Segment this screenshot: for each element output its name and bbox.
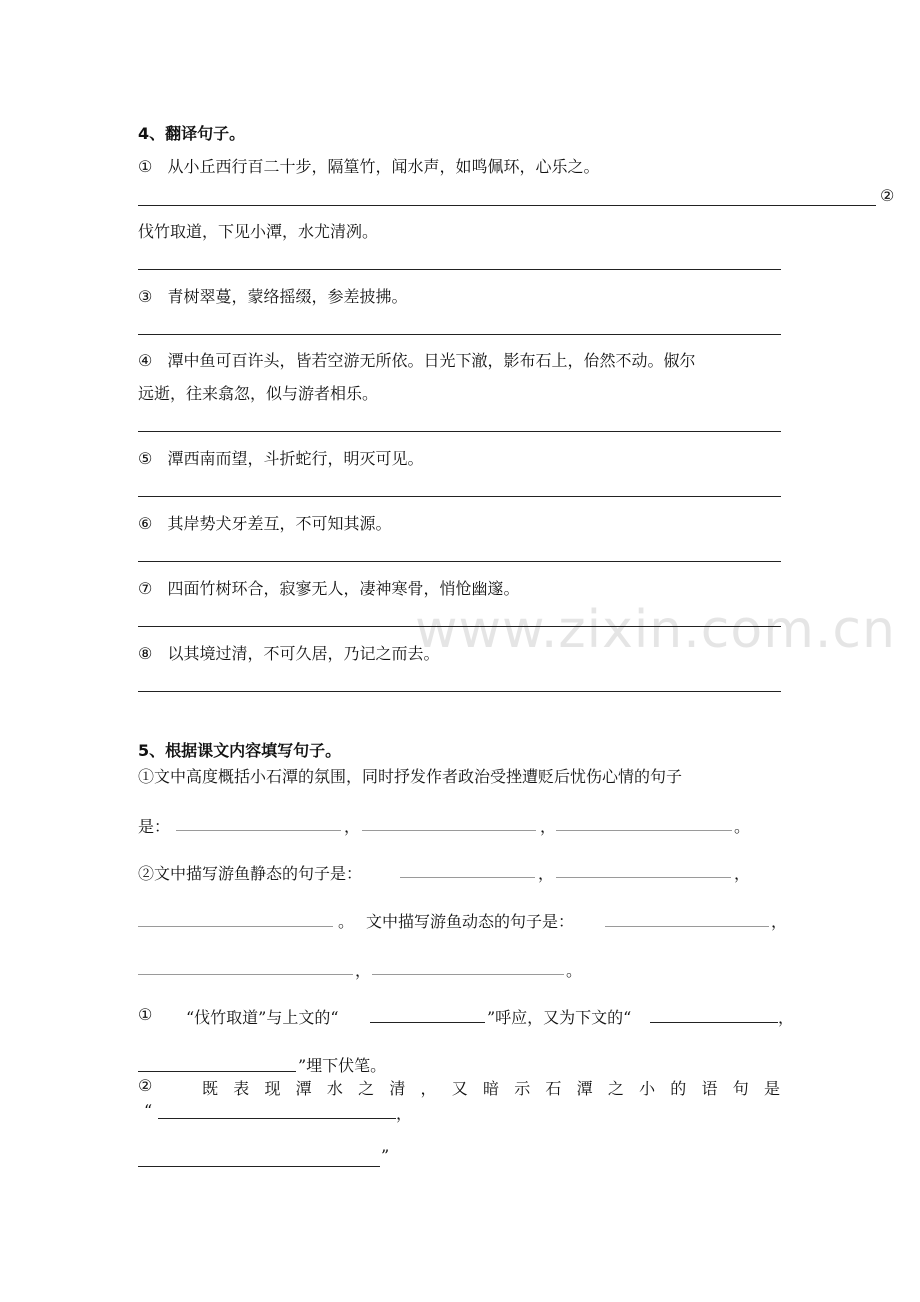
sentence-7 — [138, 576, 519, 599]
sentence-4-line-1 — [138, 348, 695, 371]
sentence-4-text-2: 远逝，往来翕忽，似与游者相乐。 — [138, 384, 379, 403]
sentence-6 — [138, 511, 391, 534]
blank-q2-e[interactable] — [138, 974, 353, 975]
q4-char: 之 — [607, 1079, 624, 1098]
question-4-marker: ② — [138, 1076, 153, 1095]
comma: ， — [734, 864, 751, 883]
comma: ， — [344, 817, 361, 836]
answer-line-4[interactable] — [138, 431, 781, 432]
watermark: www.zixin.com.cn — [415, 600, 896, 660]
q4-char: 表 — [233, 1079, 250, 1098]
q4-char: 是 — [763, 1079, 780, 1098]
sentence-2-marker: ② — [880, 186, 895, 205]
sentence-4-text-1: 潭中鱼可百许头，皆若空游无所依。日光下澈，影布石上，佁然不动。俶尔 — [167, 351, 696, 370]
q4-char: ， — [420, 1079, 437, 1098]
answer-line-7[interactable] — [138, 626, 781, 627]
comma: ， — [540, 817, 557, 836]
sentence-2-text: 伐竹取道，下见小潭，水尤清冽。 — [138, 222, 379, 241]
period: 。 — [734, 817, 751, 836]
comma: ， — [396, 1104, 413, 1123]
sentence-1-marker: ① — [138, 157, 153, 176]
sentence-6-marker: ⑥ — [138, 514, 153, 533]
sentence-8 — [138, 641, 439, 664]
blank-q2-a[interactable] — [400, 877, 535, 878]
answer-line-2[interactable] — [138, 269, 781, 270]
answer-line-1[interactable] — [138, 205, 876, 206]
q4-char: 又 — [451, 1079, 468, 1098]
blank-q3-c[interactable] — [138, 1071, 296, 1072]
sentence-5 — [138, 446, 423, 469]
question-3-marker: ① — [138, 1005, 153, 1024]
sentence-3-marker: ③ — [138, 287, 153, 306]
q4-char: 示 — [514, 1079, 531, 1098]
blank-q2-c[interactable] — [138, 926, 333, 927]
blank-q1-c[interactable] — [556, 830, 732, 831]
q4-char: 句 — [732, 1079, 749, 1098]
blank-q4-a[interactable] — [158, 1118, 396, 1119]
comma: ， — [538, 864, 555, 883]
blank-q3-a[interactable] — [370, 1022, 485, 1023]
comma: ， — [355, 961, 372, 980]
sentence-3-text: 青树翠蔓，蒙络摇缀，参差披拂。 — [167, 287, 408, 306]
comma: ， — [771, 912, 788, 931]
q4-char: 既 — [202, 1079, 219, 1098]
q4-char: 的 — [670, 1079, 687, 1098]
q4-char: 语 — [701, 1079, 718, 1098]
sentence-4-marker: ④ — [138, 351, 153, 370]
sentence-8-marker: ⑧ — [138, 644, 153, 663]
section-5-heading: 5、根据课文内容填写句子。 — [138, 741, 342, 760]
blank-q3-b[interactable] — [650, 1022, 778, 1023]
q4-char: 现 — [264, 1079, 281, 1098]
question-4-open-quote: “ — [144, 1101, 153, 1120]
sentence-7-text: 四面竹树环合，寂寥无人，凄神寒骨，悄怆幽邃。 — [167, 579, 520, 598]
q4-char: 潭 — [295, 1079, 312, 1098]
sentence-6-text: 其岸势犬牙差互，不可知其源。 — [167, 514, 392, 533]
question-3-end: ”埋下伏笔。 — [298, 1056, 387, 1075]
question-1-text: ①文中高度概括小石潭的氛围，同时抒发作者政治受挫遭贬后忧伤心情的句子 — [138, 767, 683, 786]
sentence-1-text: 从小丘西行百二十步，隔篁竹，闻水声，如鸣佩环，心乐之。 — [167, 157, 600, 176]
section-4-heading: 4、翻译句子。 — [138, 124, 246, 143]
q4-char: 小 — [639, 1079, 656, 1098]
q4-char: 潭 — [576, 1079, 593, 1098]
comma: ， — [778, 1008, 795, 1027]
q4-char: 清 — [389, 1079, 406, 1098]
period: 。 — [338, 912, 355, 931]
blank-q2-d[interactable] — [605, 926, 769, 927]
question-4-close-quote: ” — [381, 1146, 390, 1165]
blank-q4-b[interactable] — [138, 1166, 380, 1167]
question-2-prefix: ②文中描写游鱼静态的句子是： — [138, 864, 363, 883]
question-3-text-b: ”呼应，又为下文的“ — [487, 1008, 632, 1027]
sentence-1 — [138, 154, 599, 177]
answer-line-3[interactable] — [138, 334, 781, 335]
question-1-prefix: 是： — [138, 817, 171, 836]
sentence-8-text: 以其境过清，不可久居，乃记之而去。 — [167, 644, 440, 663]
sentence-7-marker: ⑦ — [138, 579, 153, 598]
sentence-3 — [138, 284, 407, 307]
sentence-5-text: 潭西南而望，斗折蛇行，明灭可见。 — [167, 449, 424, 468]
answer-line-8[interactable] — [138, 691, 781, 692]
q4-char: 暗 — [482, 1079, 499, 1098]
question-4-text — [202, 1076, 780, 1099]
blank-q2-f[interactable] — [372, 974, 564, 975]
period: 。 — [566, 961, 583, 980]
blank-q1-b[interactable] — [362, 830, 536, 831]
question-2-mid: 文中描写游鱼动态的句子是： — [366, 912, 575, 931]
blank-q2-b[interactable] — [556, 877, 731, 878]
answer-line-6[interactable] — [138, 561, 781, 562]
q4-char: 之 — [358, 1079, 375, 1098]
question-3-text-a: “伐竹取道”与上文的“ — [186, 1008, 339, 1027]
sentence-5-marker: ⑤ — [138, 449, 153, 468]
q4-char: 石 — [545, 1079, 562, 1098]
answer-line-5[interactable] — [138, 496, 781, 497]
q4-char: 水 — [326, 1079, 343, 1098]
blank-q1-a[interactable] — [176, 830, 341, 831]
